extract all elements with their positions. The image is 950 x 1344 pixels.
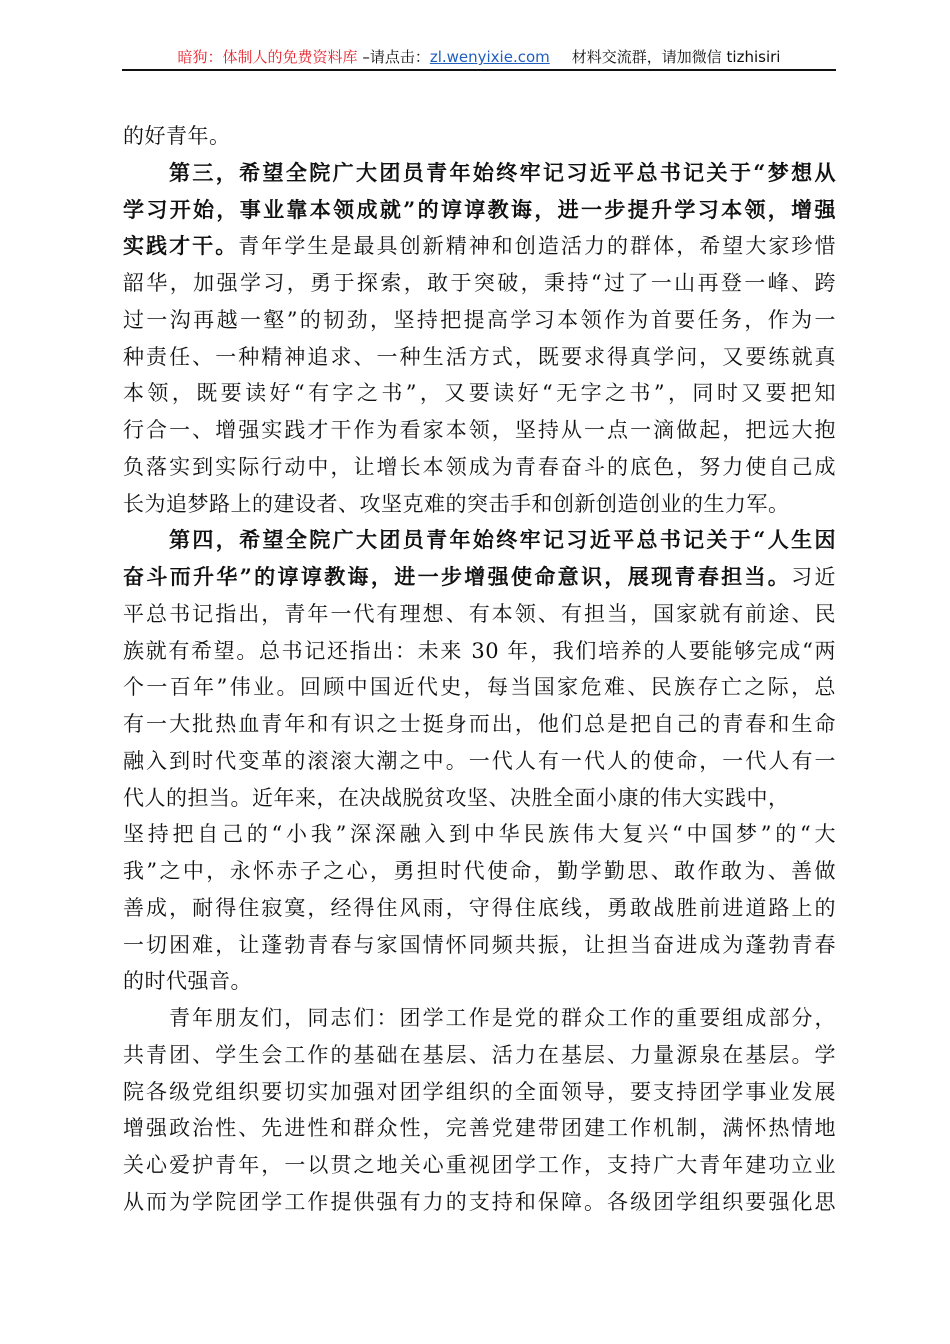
body-text: 长为追梦路上的建设者、攻坚克难的突击手和创新创造创业的生力军。 bbox=[123, 491, 790, 516]
text-line bbox=[123, 1147, 836, 1184]
body-text: 韶华，加强学习，勇于探索，敢于突破，秉持“过了一山再登一峰、跨 bbox=[123, 271, 836, 295]
document-body bbox=[123, 118, 836, 1221]
body-text: 青年朋友们，同志们：团学工作是党的群众工作的重要组成部分， bbox=[169, 1006, 836, 1030]
body-text: 从而为学院团学工作提供强有力的支持和保障。各级团学组织要强化思 bbox=[123, 1189, 836, 1214]
text-line bbox=[123, 302, 836, 339]
bold-text: 第四，希望全院广大团员青年始终牢记习近平总书记关于“人生因 bbox=[169, 527, 836, 553]
body-text: 平总书记指出，青年一代有理想、有本领、有担当，国家就有前途、民 bbox=[123, 601, 836, 626]
text-line bbox=[123, 1074, 836, 1111]
body-text: 青年学生是最具创新精神和创造活力的群体，希望大家珍惜 bbox=[238, 234, 836, 259]
body-text: 关心爱护青年，一以贯之地关心重视团学工作，支持广大青年建功立业 bbox=[123, 1153, 836, 1177]
text-line bbox=[123, 522, 836, 559]
bold-text: 奋斗而升华”的谆谆教诲，进一步增强使命意识，展现青春担当。 bbox=[123, 564, 792, 589]
bold-text: 学习开始，事业靠本领成就”的谆谆教诲，进一步提升学习本领，增强 bbox=[123, 196, 836, 222]
text-line bbox=[123, 706, 836, 743]
page-header bbox=[122, 46, 836, 68]
text-line bbox=[123, 375, 836, 412]
text-line bbox=[123, 339, 836, 376]
text-line bbox=[123, 1000, 836, 1037]
header-note: 材料交流群，请加微信 tizhisiri bbox=[571, 48, 781, 66]
body-text: 本领，既要读好“有字之书”，又要读好“无字之书”，同时又要把知 bbox=[123, 381, 836, 406]
text-line bbox=[123, 155, 836, 192]
text-line bbox=[123, 963, 836, 1000]
text-line bbox=[123, 596, 836, 633]
text-line bbox=[123, 265, 836, 302]
body-text: 行合一、增强实践才干作为看家本领，坚持从一点一滴做起，把远大抱 bbox=[123, 418, 836, 442]
text-line bbox=[123, 780, 836, 817]
header-prompt: –请点击： bbox=[357, 48, 430, 66]
text-line bbox=[123, 449, 836, 486]
body-text: 融入到时代变革的滚滚大潮之中。一代人有一代人的使命，一代人有一 bbox=[123, 748, 836, 773]
text-line bbox=[123, 1037, 836, 1074]
body-text: 有一大批热血青年和有识之士挺身而出，他们总是把自己的青春和生命 bbox=[123, 712, 836, 736]
body-text: 共青团、学生会工作的基础在基层、活力在基层、力量源泉在基层。学 bbox=[123, 1042, 836, 1067]
text-line bbox=[123, 118, 836, 155]
text-line bbox=[123, 192, 836, 229]
body-text: 族就有希望。总书记还指出：未来 30 年，我们培养的人要能够完成“两 bbox=[123, 638, 836, 663]
body-text: 院各级党组织要切实加强对团学组织的全面领导，要支持团学事业发展 bbox=[123, 1079, 836, 1104]
header-divider bbox=[122, 69, 836, 71]
body-text: 善成，耐得住寂寞，经得住风雨，守得住底线，勇敢战胜前进道路上的 bbox=[123, 895, 836, 920]
text-line bbox=[123, 743, 836, 780]
body-text: 个一百年”伟业。回顾中国近代史，每当国家危难、民族存亡之际，总 bbox=[123, 675, 836, 700]
text-line bbox=[123, 890, 836, 927]
text-line bbox=[123, 853, 836, 890]
body-text: 增强政治性、先进性和群众性，完善党建带团建工作机制，满怀热情地 bbox=[123, 1116, 836, 1141]
text-line bbox=[123, 559, 836, 596]
body-text: 习近 bbox=[791, 565, 837, 589]
body-text: 的时代强音。 bbox=[123, 969, 252, 994]
text-line bbox=[123, 228, 836, 265]
text-line bbox=[123, 486, 836, 523]
text-line bbox=[123, 1184, 836, 1221]
body-text: 我”之中，永怀赤子之心，勇担时代使命，勤学勤思、敢作敢为、善做 bbox=[123, 859, 836, 883]
text-line bbox=[123, 816, 836, 853]
body-text: 坚持把自己的“小我”深深融入到中华民族伟大复兴“中国梦”的“大 bbox=[123, 822, 836, 847]
body-text: 负落实到实际行动中，让增长本领成为青春奋斗的底色，努力使自己成 bbox=[123, 454, 836, 479]
body-text: 代人的担当。近年来，在决战脱贫攻坚、决胜全面小康的伟大实践中， bbox=[123, 785, 790, 810]
text-line bbox=[123, 927, 836, 964]
text-line bbox=[123, 669, 836, 706]
bold-text: 实践才干。 bbox=[123, 233, 239, 259]
text-line bbox=[123, 1110, 836, 1147]
body-text: 的好青年。 bbox=[123, 124, 231, 148]
body-text: 种责任、一种精神追求、一种生活方式，既要求得真学问，又要练就真 bbox=[123, 344, 836, 369]
text-line bbox=[123, 633, 836, 670]
body-text: 一切困难，让蓬勃青春与家国情怀同频共振，让担当奋进成为蓬勃青春 bbox=[123, 932, 836, 957]
body-text: 过一沟再越一壑”的韧劲，坚持把提高学习本领作为首要任务，作为一 bbox=[123, 307, 836, 332]
header-brand: 暗狗：体制人的免费资料库 bbox=[177, 48, 358, 66]
text-line bbox=[123, 412, 836, 449]
bold-text: 第三，希望全院广大团员青年始终牢记习近平总书记关于“梦想从 bbox=[169, 159, 836, 185]
header-link[interactable]: zl.wenyixie.com bbox=[429, 48, 550, 66]
